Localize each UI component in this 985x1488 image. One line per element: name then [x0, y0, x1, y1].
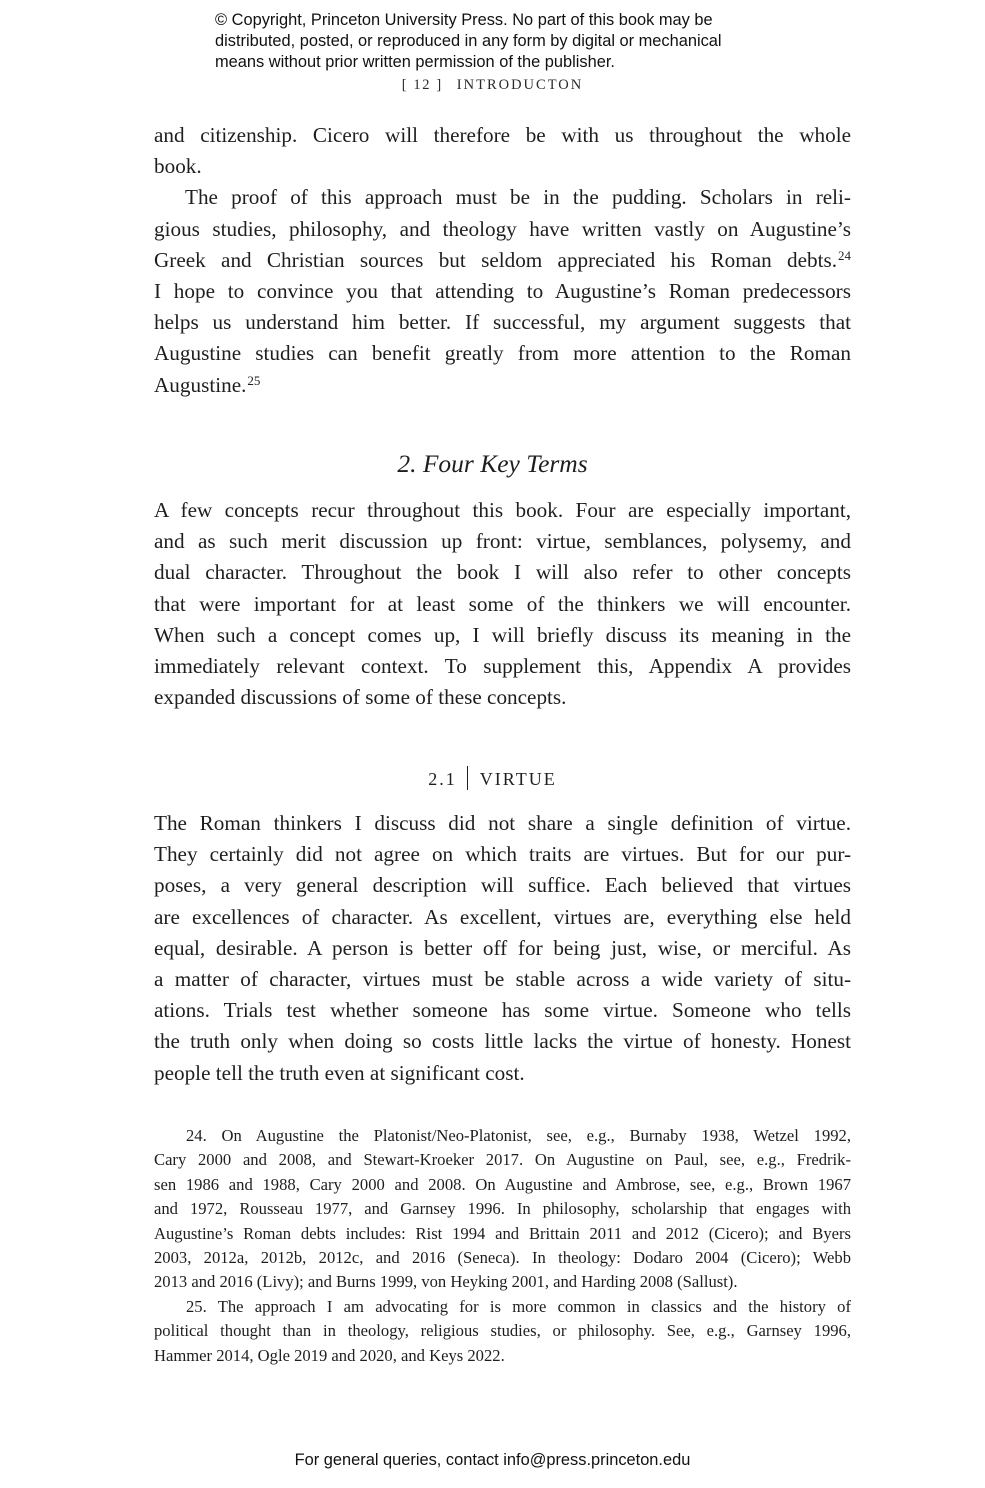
text-line: The Roman thinkers I discuss did not share a single definition of virtue.: [154, 811, 851, 835]
text-line: When such a concept comes up, I will briefly discuss its meaning in the: [154, 622, 851, 647]
heading-divider: [467, 766, 468, 790]
footnote-line: Hammer 2014, Ogle 2019 and 2020, and Keys 2022.: [154, 1345, 505, 1365]
subsection-body: [154, 808, 851, 1089]
subsection-title: VIRTUE: [479, 769, 557, 789]
footnote-line: 25. The approach I am advocating for is more common in classics and the history of: [186, 1296, 851, 1316]
text-line: and citizenship. Cicero will therefore be with us throughout the whole: [154, 123, 851, 147]
text-line: people tell the truth even at significant cost.: [154, 1060, 525, 1085]
subsection-number: 2.1: [428, 769, 457, 789]
text-line: poses, a very general description will suffice. Each believed that virtues: [154, 873, 851, 898]
text-line: that were important for at least some of the thinkers we will encounter.: [154, 591, 851, 616]
footnote-ref-24[interactable]: 24: [838, 247, 851, 263]
running-head-title: INTRODUCTON: [456, 77, 584, 93]
footnote-line: 24. On Augustine the Platonist/Neo-Platonist, see, e.g., Burnaby 1938, Wetzel 1992,: [186, 1126, 851, 1145]
text-line: helps us understand him better. If successful, my argument suggests that: [154, 310, 851, 335]
text-line: ations. Trials test whether someone has some virtue. Someone who tells: [154, 998, 851, 1023]
page-number: [ 12 ]: [401, 77, 443, 93]
text-line: a matter of character, virtues must be stable across a wide variety of situ-: [154, 966, 851, 991]
copyright-line: means without prior written permission of the publisher.: [215, 53, 615, 71]
copyright-line: distributed, posted, or reproduced in any form by digital or mechanical: [215, 32, 722, 50]
footnote-24: [154, 1124, 851, 1295]
text-line: I hope to convince you that attending to Augustine’s Roman predecessors: [154, 278, 851, 303]
text-line: expanded discussions of some of these concepts.: [154, 685, 567, 710]
text-line: They certainly did not agree on which traits are virtues. But for our pur-: [154, 842, 851, 867]
text-line: gious studies, philosophy, and theology have written vastly on Augustine’s: [154, 216, 851, 241]
footer-contact: For general queries, contact info@press.princeton.edu: [294, 1451, 691, 1469]
text-line: immediately relevant context. To supplement this, Appendix A provides: [154, 653, 851, 678]
text-line: dual character. Throughout the book I will also refer to other concepts: [154, 560, 851, 585]
intro-block: [154, 120, 851, 401]
section-heading: 2. Four Key Terms: [397, 449, 588, 478]
text-line: equal, desirable. A person is better off for being just, wise, or merciful. As: [154, 935, 851, 960]
subsection-heading: [0, 764, 985, 794]
text-line: Augustine studies can benefit greatly from more attention to the Roman: [154, 341, 851, 366]
copyright-line: © Copyright, Princeton University Press. No part of this book may be: [215, 11, 713, 29]
footnote-line: 2003, 2012a, 2012b, 2012c, and 2016 (Seneca). In theology: Dodaro 2004 (Cicero); Webb: [154, 1247, 851, 1267]
section-body: [154, 495, 851, 713]
text-line: [154, 245, 851, 276]
footnote-ref-25[interactable]: 25: [247, 372, 261, 388]
footnotes: [154, 1124, 851, 1368]
text-line: book.: [154, 154, 202, 179]
footnote-line: and 1972, Rousseau 1977, and Garnsey 1996. In philosophy, scholarship that engages with: [154, 1199, 851, 1219]
text-line: the truth only when doing so costs little lacks the virtue of honesty. Honest: [154, 1029, 851, 1054]
text-line: The proof of this approach must be in the pudding. Scholars in reli-: [185, 185, 851, 210]
footnote-line: political thought than in theology, religious studies, or philosophy. See, e.g., Garnsey 1996,: [154, 1321, 851, 1341]
footnote-line: Cary 2000 and 2008, and Stewart-Kroeker 2017. On Augustine on Paul, see, e.g., Fredrik-: [154, 1150, 851, 1170]
text-line: and as such merit discussion up front: virtue, semblances, polysemy, and: [154, 529, 851, 554]
line-text: Greek and Christian sources but seldom appreciated his Roman debts.: [154, 247, 837, 272]
footnote-line: 2013 and 2016 (Livy); and Burns 1999, von Heyking 2001, and Harding 2008 (Sallust).: [154, 1272, 738, 1292]
line-text: Augustine.: [154, 372, 247, 397]
text-line: are excellences of character. As excellent, virtues are, everything else held: [154, 904, 851, 929]
running-head: [0, 77, 985, 94]
copyright-notice: [215, 10, 815, 73]
text-line: A few concepts recur throughout this book. Four are especially important,: [154, 498, 851, 522]
footnote-line: sen 1986 and 1988, Cary 2000 and 2008. On Augustine and Ambrose, see, e.g., Brown 1967: [154, 1174, 851, 1194]
footnote-25: [154, 1295, 851, 1368]
footnote-line: Augustine’s Roman debts includes: Rist 1994 and Brittain 2011 and 2012 (Cicero); and Byers: [154, 1223, 851, 1243]
text-line: [154, 370, 851, 401]
